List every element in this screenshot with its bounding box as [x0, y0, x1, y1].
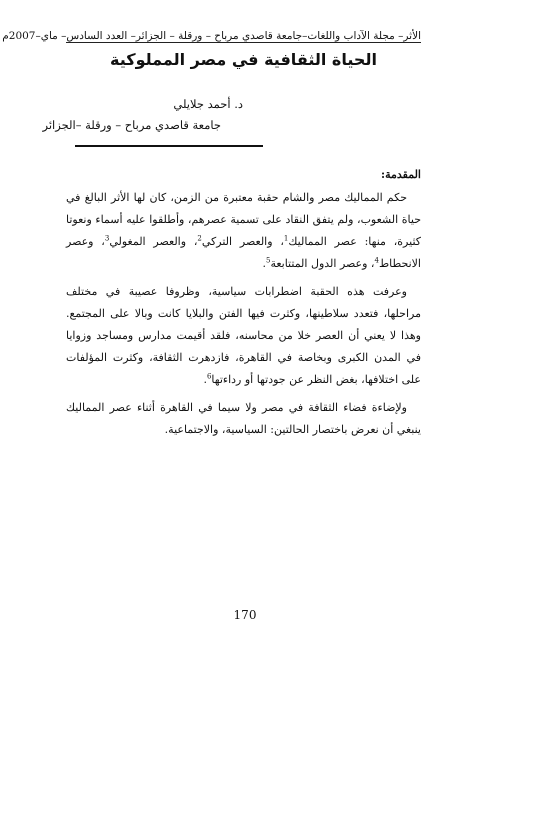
body-text [66, 187, 421, 447]
footnote-ref: 3 [104, 234, 110, 243]
header-divider [66, 42, 421, 43]
paragraph-text: . [203, 373, 207, 386]
footnote-ref: 2 [197, 234, 202, 243]
footnote-ref: 6 [206, 372, 212, 381]
author-affiliation: جامعة قاصدي مرباح – ورقلة –الجزائر [42, 118, 221, 132]
page-number: 170 [233, 608, 257, 622]
paragraph-text: حكم المماليك مصر والشام حقبة معتبرة من الزمن، كان لها الأثر البالغ في حياة الشعوب، ولم يتفق النقاد على تسمية عصرهم، وأطلقوا عليه أسماء ونعوتا كثيرة، منها: عصر المماليك [66, 191, 421, 248]
article-title: الحياة الثقافية في مصر المملوكية [110, 50, 377, 69]
running-header: الأثر– مجلة الآداب واللغات–جامعة قاصدي مرباح – ورقلة – الجزائر– العدد السادس– ماي–2007م [2, 30, 421, 42]
author-divider [75, 145, 263, 147]
paragraph-text: وعرفت هذه الحقبة اضطرابات سياسية، وظروفا عصيبة في مختلف مراحلها، فتعدد سلاطينها، وكثرت فيها الفتن والبلايا كانت وبالا على المجتمع. وهذا لا يعني أن العصر خلا من محاسنه، فلقد أقيمت مدارس ومساجد وزوايا في المدن الكبرى وبخاصة في القاهرة، فازدهرت الثقافة، وكثرت المؤلفات على اختلافها، بغض النظر عن جودتها أو رداءتها [66, 285, 421, 386]
paragraph-text: . [262, 257, 266, 270]
paragraph [66, 187, 421, 275]
author-name: د. أحمد جلايلي [173, 97, 243, 111]
footnote-ref: 1 [283, 234, 289, 243]
paragraph-text: ، والعصر المغولي [109, 235, 198, 248]
paragraph-text: ولإضاءة فضاء الثقافة في مصر ولا سيما في القاهرة أثناء عصر المماليك ينبغي أن نعرض باختصار الحالتين: السياسية، والاجتماعية. [66, 401, 421, 436]
paragraph [66, 397, 421, 441]
footnote-ref: 5 [265, 256, 271, 265]
section-heading: المقدمة: [381, 168, 421, 181]
footnote-ref: 4 [374, 256, 379, 265]
paragraph-text: ، وعصر الانحطاط [66, 235, 421, 270]
paragraph-text: ، وعصر الدول المتتابعة [270, 257, 375, 270]
paragraph-text: ، والعصر التركي [201, 235, 284, 248]
paragraph [66, 281, 421, 391]
